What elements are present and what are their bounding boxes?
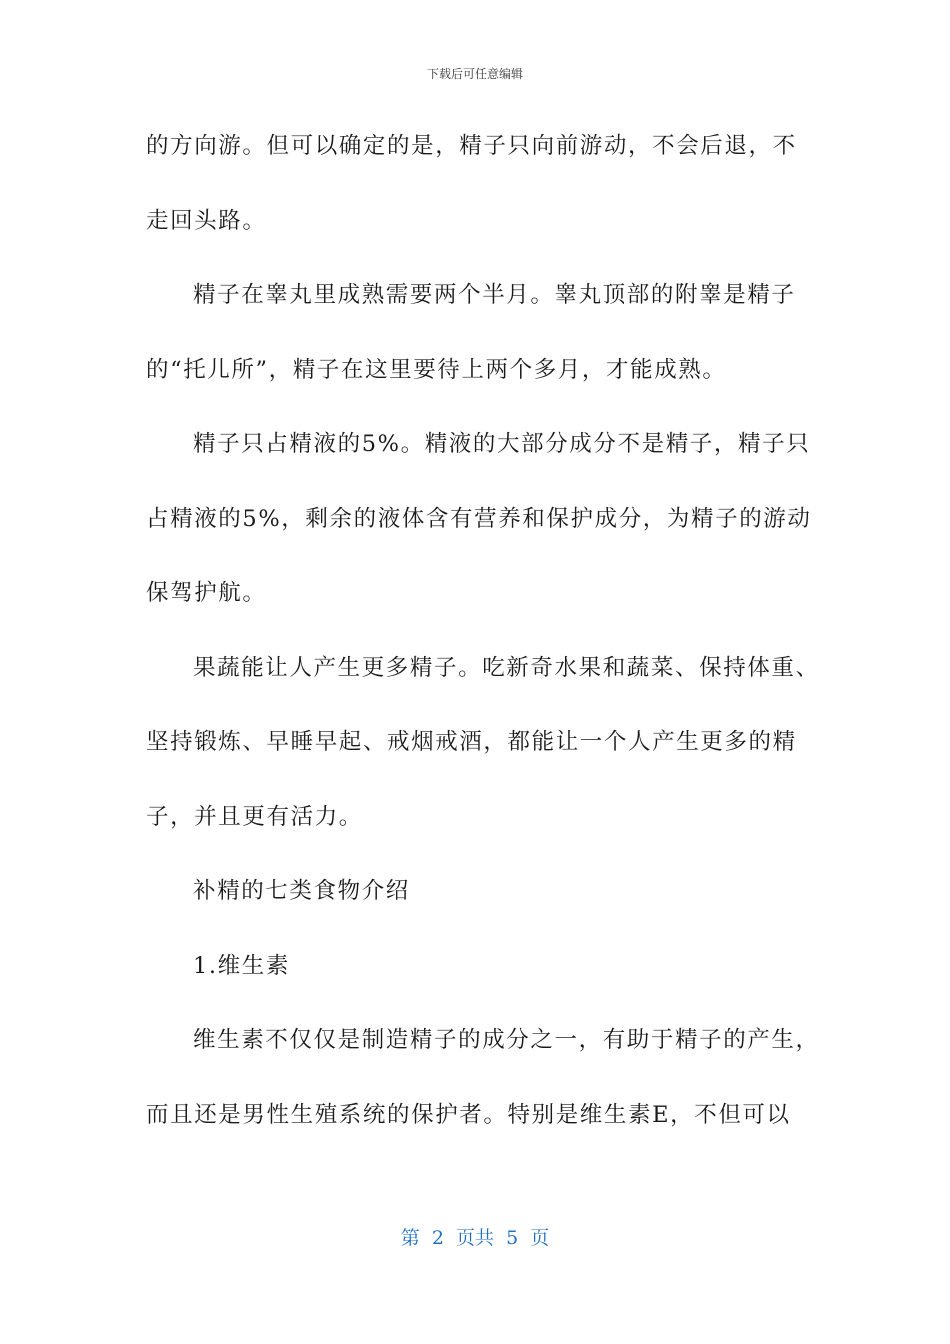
paragraph-line: 而且还是男性生殖系统的保护者。特别是维生素E，不但可以	[146, 1101, 791, 1128]
paragraph-line: 精子只占精液的5%。精液的大部分成分不是精子，精子只	[193, 431, 811, 457]
page-header: 下载后可任意编辑	[426, 67, 523, 81]
subsection-heading: 1.维生素	[193, 952, 290, 979]
paragraph-line: 走回头路。	[146, 207, 267, 234]
paragraph-line: 的“托儿所”，精子在这里要待上两个多月，才能成熟。	[146, 356, 727, 383]
paragraph-line: 占精液的5%，剩余的液体含有营养和保护成分，为精子的游动	[146, 505, 812, 532]
page-number-footer: 第 2 页共 5 页	[400, 1227, 550, 1249]
paragraph-line: 保驾护航。	[146, 580, 267, 606]
paragraph-line: 维生素不仅仅是制造精子的成分之一，有助于精子的产生，	[193, 1027, 820, 1053]
section-heading: 补精的七类食物介绍	[193, 878, 410, 904]
paragraph-line: 果蔬能让人产生更多精子。吃新奇水果和蔬菜、保持体重、	[193, 654, 820, 681]
paragraph-line: 子，并且更有活力。	[146, 803, 363, 830]
document-body	[146, 117, 820, 1160]
paragraph-line: 坚持锻炼、早睡早起、戒烟戒酒，都能让一个人产生更多的精	[146, 729, 797, 755]
paragraph-line: 的方向游。但可以确定的是，精子只向前游动，不会后退，不	[146, 133, 797, 159]
paragraph-line: 精子在睾丸里成熟需要两个半月。睾丸顶部的附睾是精子	[193, 282, 796, 308]
